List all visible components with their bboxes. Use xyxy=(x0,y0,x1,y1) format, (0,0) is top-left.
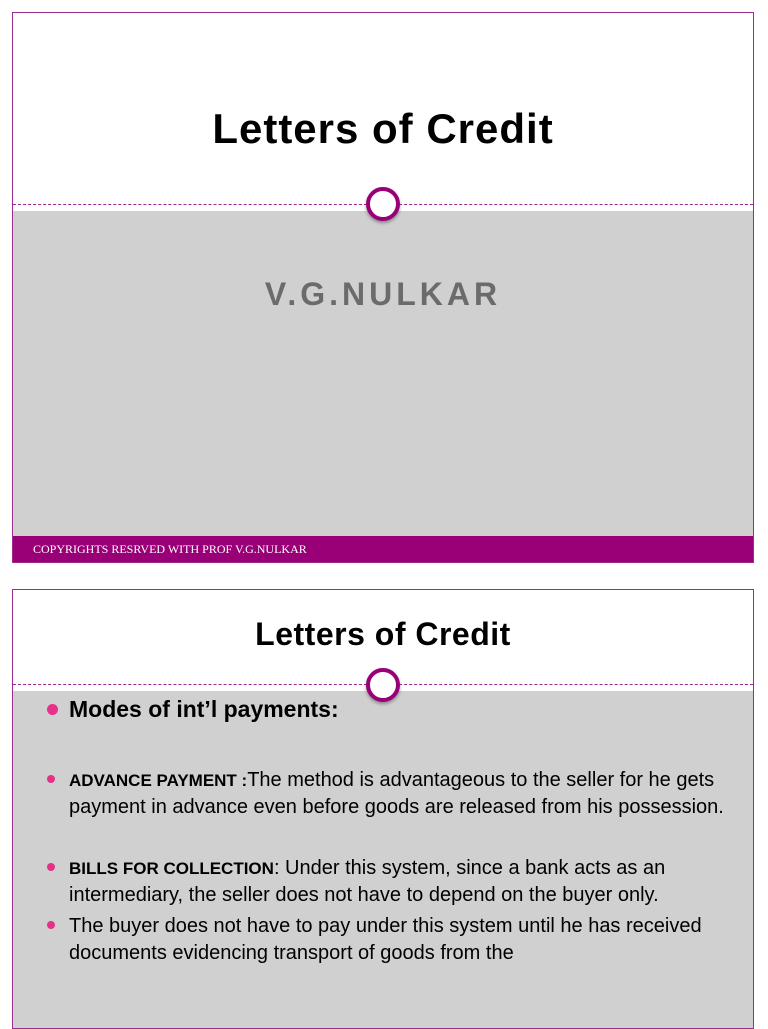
main-bullet xyxy=(47,696,733,723)
item-lead: BILLS FOR COLLECTION xyxy=(69,859,274,878)
slide-title: Letters of Credit xyxy=(212,105,554,152)
content-panel xyxy=(13,211,753,562)
list-item-buyer xyxy=(47,913,733,967)
bullet-dot-icon xyxy=(47,921,55,929)
ring-circle-icon xyxy=(366,187,400,221)
main-bullet-text: Modes of int’l payments: xyxy=(69,696,339,722)
item-lead: ADVANCE PAYMENT : xyxy=(69,771,248,790)
author-subtitle: V.G.NULKAR xyxy=(264,276,502,312)
slide-1 xyxy=(12,12,754,563)
slide-2 xyxy=(12,589,754,1029)
bullet-dot-icon xyxy=(47,775,55,783)
bullet-dot-icon xyxy=(47,863,55,871)
item-text: The buyer does not have to pay under this system until he has received documents evidencing transport of goods from the xyxy=(69,915,702,964)
list-item-advance-payment xyxy=(47,767,733,821)
slide-content xyxy=(47,696,733,967)
list-item-bills-for-collection xyxy=(47,855,733,909)
slide-title: Letters of Credit xyxy=(255,616,511,652)
item-text: : Under this system, since a bank acts as an intermediary, the seller does not have to depend on the buyer only. xyxy=(69,857,666,906)
item-text: The method is advantageous to the seller for he gets payment in advance even before goods are released from his possession. xyxy=(69,769,724,818)
copyright-text: COPYRIGHTS RESRVED WITH PROF V.G.NULKAR xyxy=(33,542,307,556)
bullet-dot-icon xyxy=(47,704,58,715)
footer-bar xyxy=(13,536,753,562)
